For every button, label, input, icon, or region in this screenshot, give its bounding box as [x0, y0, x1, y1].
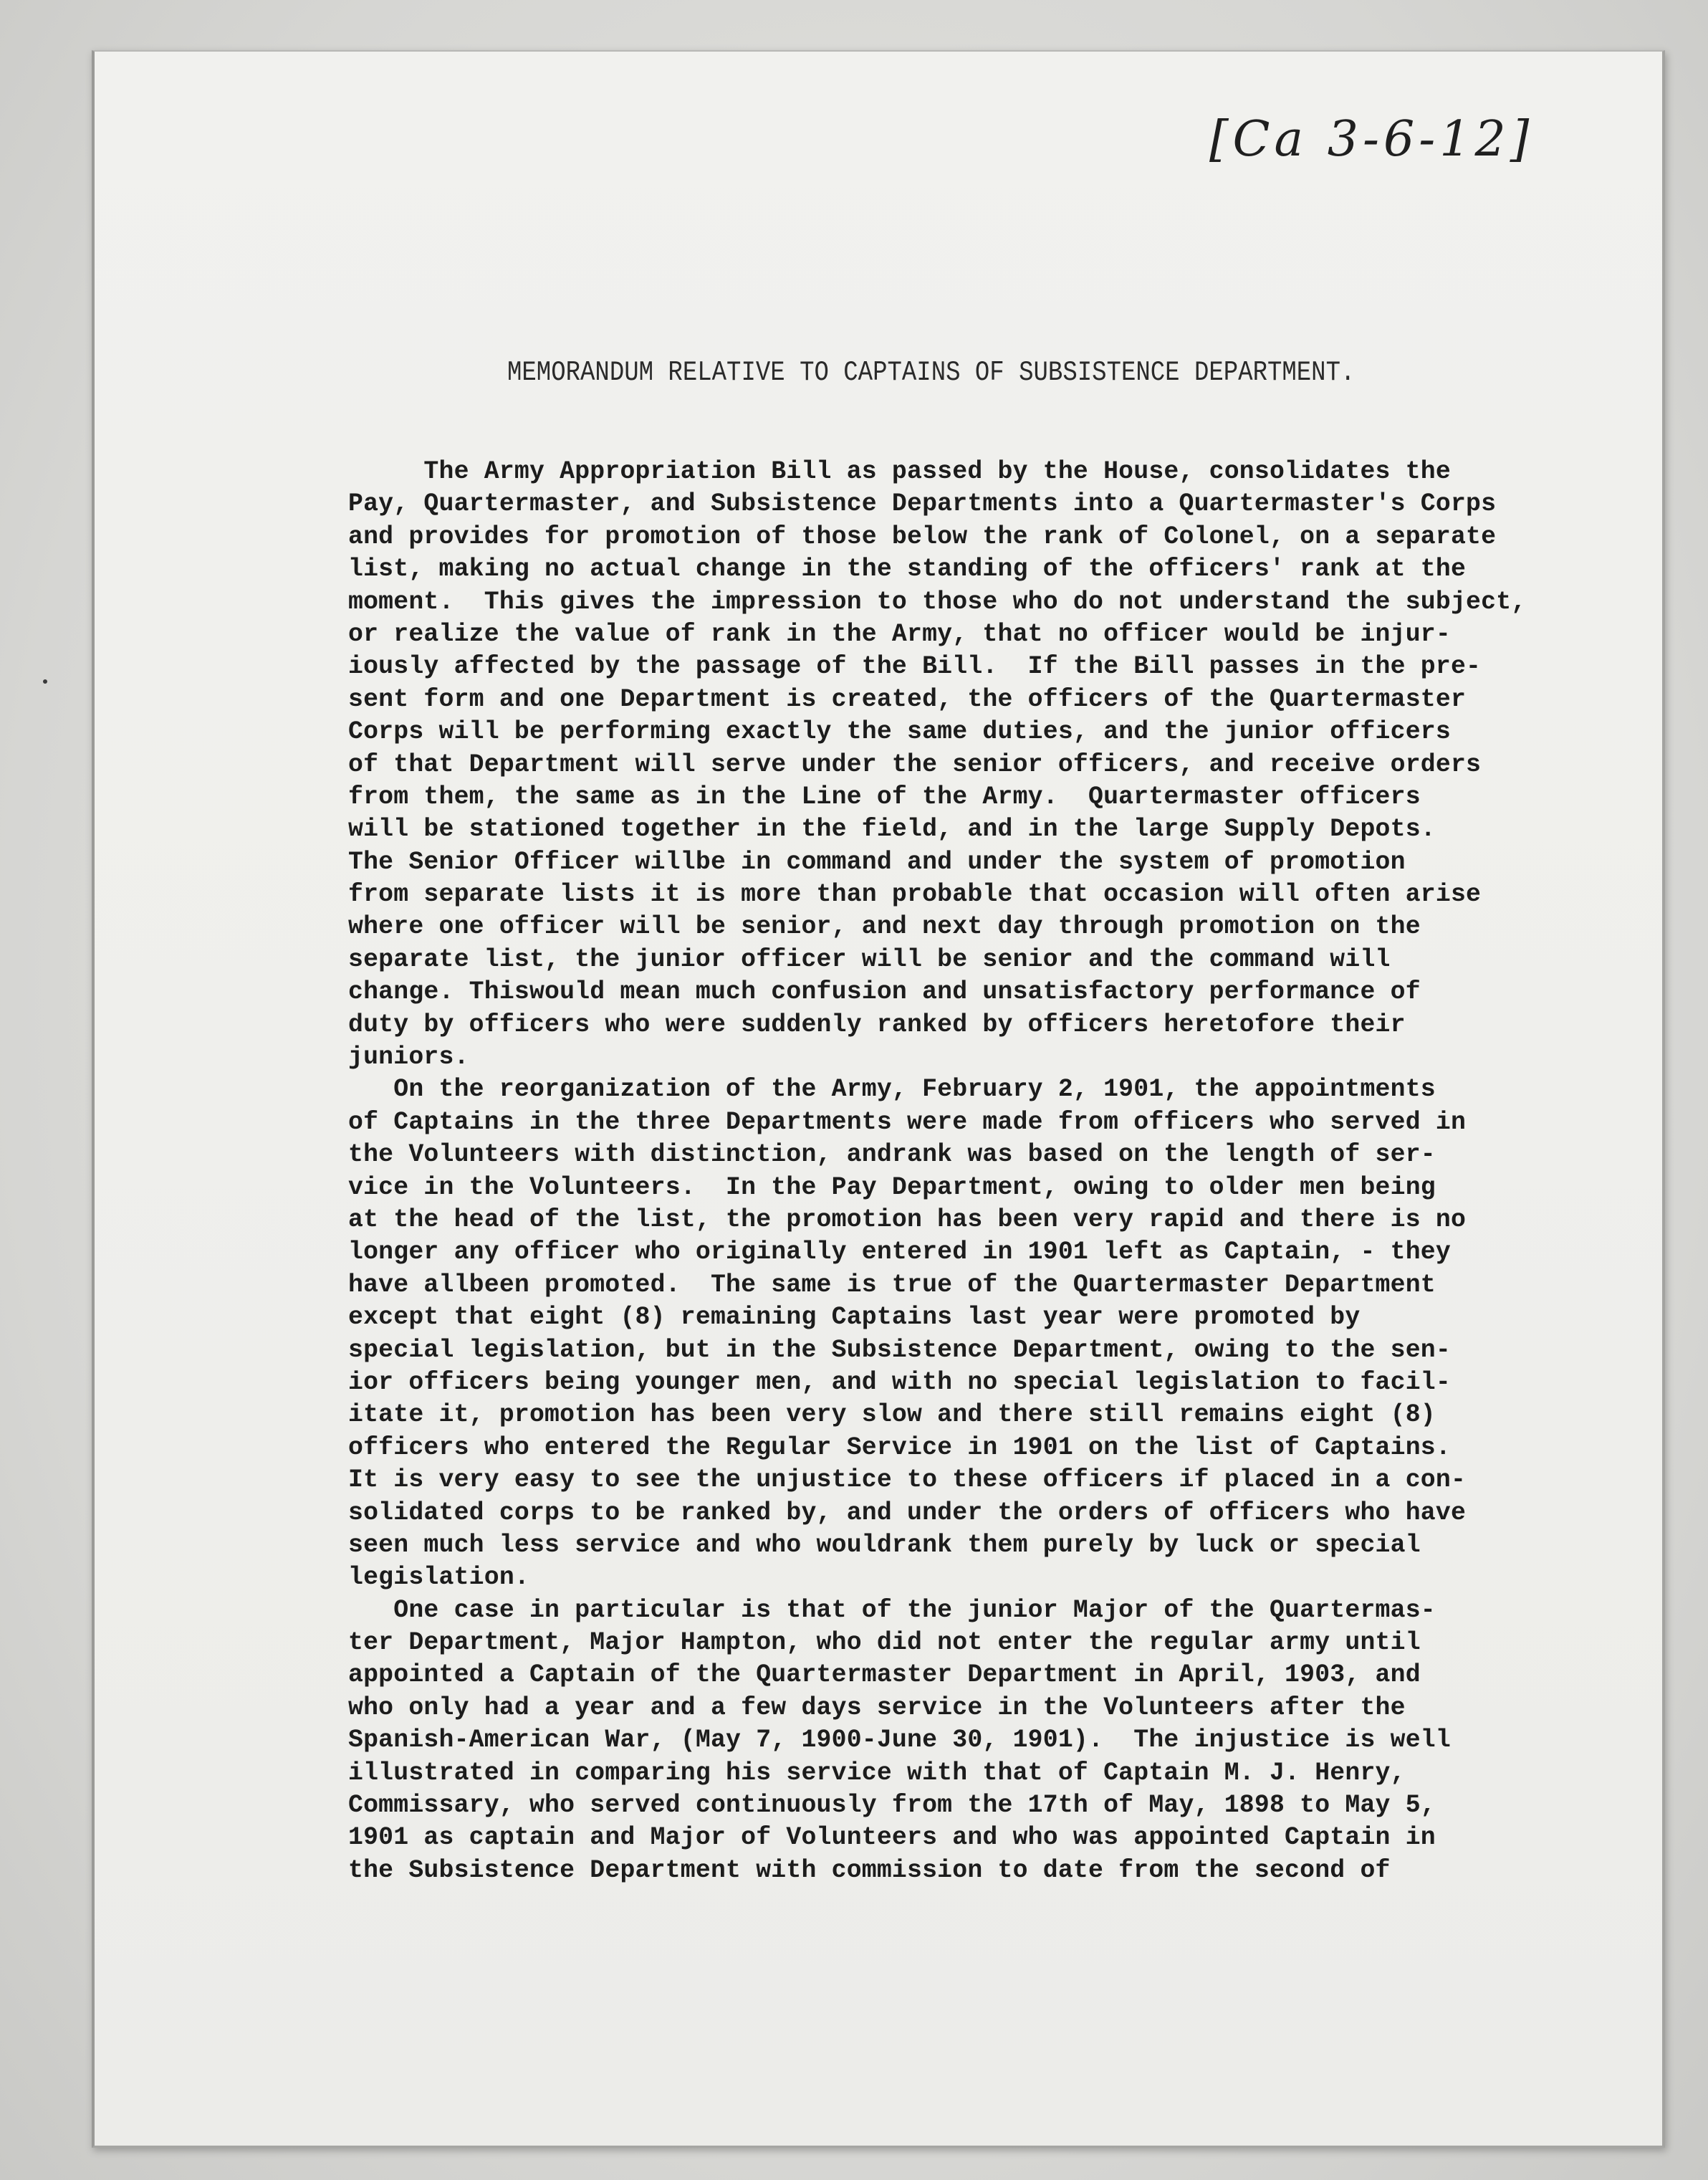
text-line: of Captains in the three Departments were made from officers who served in	[348, 1108, 1467, 1137]
memo-title: MEMORANDUM RELATIVE TO CAPTAINS OF SUBSISTENCE DEPARTMENT.	[507, 358, 1356, 389]
text-line: illustrated in comparing his service with that of Captain M. J. Henry,	[348, 1759, 1406, 1787]
text-line: One case in particular is that of the junior Major of the Quartermas-	[348, 1596, 1436, 1625]
text-line: appointed a Captain of the Quartermaster Department in April, 1903, and	[348, 1661, 1421, 1690]
text-line: seen much less service and who wouldrank them purely by luck or special	[348, 1531, 1421, 1559]
text-line: the Volunteers with distinction, andrank was based on the length of ser-	[348, 1141, 1436, 1170]
text-line: 1901 as captain and Major of Volunteers and who was appointed Captain in	[348, 1824, 1436, 1852]
text-line: and provides for promotion of those below the rank of Colonel, on a separate	[348, 522, 1497, 551]
text-line: The Senior Officer willbe in command and under the system of promotion	[348, 848, 1406, 876]
text-line: separate list, the junior officer will be senior and the command will	[348, 945, 1391, 974]
text-line: special legislation, but in the Subsistence Department, owing to the sen-	[348, 1336, 1451, 1364]
text-line: vice in the Volunteers. In the Pay Department, owing to older men being	[348, 1173, 1436, 1202]
memo-body	[348, 456, 1566, 1887]
text-line: legislation.	[348, 1564, 529, 1592]
text-line: longer any officer who originally entered in 1901 left as Captain, - they	[348, 1238, 1451, 1267]
text-line: list, making no actual change in the standing of the officers' rank at the	[348, 555, 1467, 584]
text-line: from them, the same as in the Line of the Army. Quartermaster officers	[348, 783, 1421, 811]
text-line: Corps will be performing exactly the same duties, and the junior officers	[348, 718, 1451, 747]
text-line: at the head of the list, the promotion has been very rapid and there is no	[348, 1205, 1467, 1234]
text-line: where one officer will be senior, and next day through promotion on the	[348, 913, 1421, 942]
text-line: duty by officers who were suddenly ranked by officers heretofore their	[348, 1010, 1406, 1039]
text-line: who only had a year and a few days service in the Volunteers after the	[348, 1693, 1406, 1722]
text-line: or realize the value of rank in the Army, that no officer would be injur-	[348, 620, 1451, 649]
text-line: sent form and one Department is created, the officers of the Quartermaster	[348, 685, 1467, 714]
text-line: the Subsistence Department with commission to date from the second of	[348, 1856, 1391, 1885]
text-line: On the reorganization of the Army, February 2, 1901, the appointments	[348, 1076, 1436, 1104]
text-line: It is very easy to see the unjustice to these officers if placed in a con-	[348, 1466, 1467, 1495]
text-line: from separate lists it is more than probable that occasion will often arise	[348, 881, 1482, 909]
text-line: itate it, promotion has been very slow and there still remains eight (8)	[348, 1401, 1436, 1430]
text-line: of that Department will serve under the senior officers, and receive orders	[348, 750, 1482, 779]
file-reference: [Ca 3-6-12]	[1209, 111, 1534, 168]
dust-speck	[43, 679, 47, 684]
text-line: Pay, Quartermaster, and Subsistence Departments into a Quartermaster's Corps	[348, 490, 1497, 519]
text-line: have allbeen promoted. The same is true of the Quartermaster Department	[348, 1271, 1436, 1299]
text-line: ter Department, Major Hampton, who did not enter the regular army until	[348, 1629, 1421, 1658]
text-line: juniors.	[348, 1043, 469, 1072]
text-line: Spanish-American War, (May 7, 1900-June 30, 1901). The injustice is well	[348, 1726, 1451, 1755]
text-line: moment. This gives the impression to those who do not understand the subject,	[348, 588, 1527, 616]
text-line: Commissary, who served continuously from the 17th of May, 1898 to May 5,	[348, 1792, 1436, 1820]
text-line: except that eight (8) remaining Captains last year were promoted by	[348, 1304, 1361, 1332]
text-line: change. Thiswould mean much confusion and unsatisfactory performance of	[348, 978, 1421, 1007]
text-line: solidated corps to be ranked by, and under the orders of officers who have	[348, 1498, 1467, 1527]
text-line: iously affected by the passage of the Bill. If the Bill passes in the pre-	[348, 653, 1482, 682]
text-line: will be stationed together in the field, and in the large Supply Depots.	[348, 816, 1436, 844]
text-line: ior officers being younger men, and with no special legislation to facil-	[348, 1368, 1451, 1397]
text-line: officers who entered the Regular Service in 1901 on the list of Captains.	[348, 1433, 1451, 1462]
text-line: The Army Appropriation Bill as passed by the House, consolidates the	[348, 458, 1451, 486]
